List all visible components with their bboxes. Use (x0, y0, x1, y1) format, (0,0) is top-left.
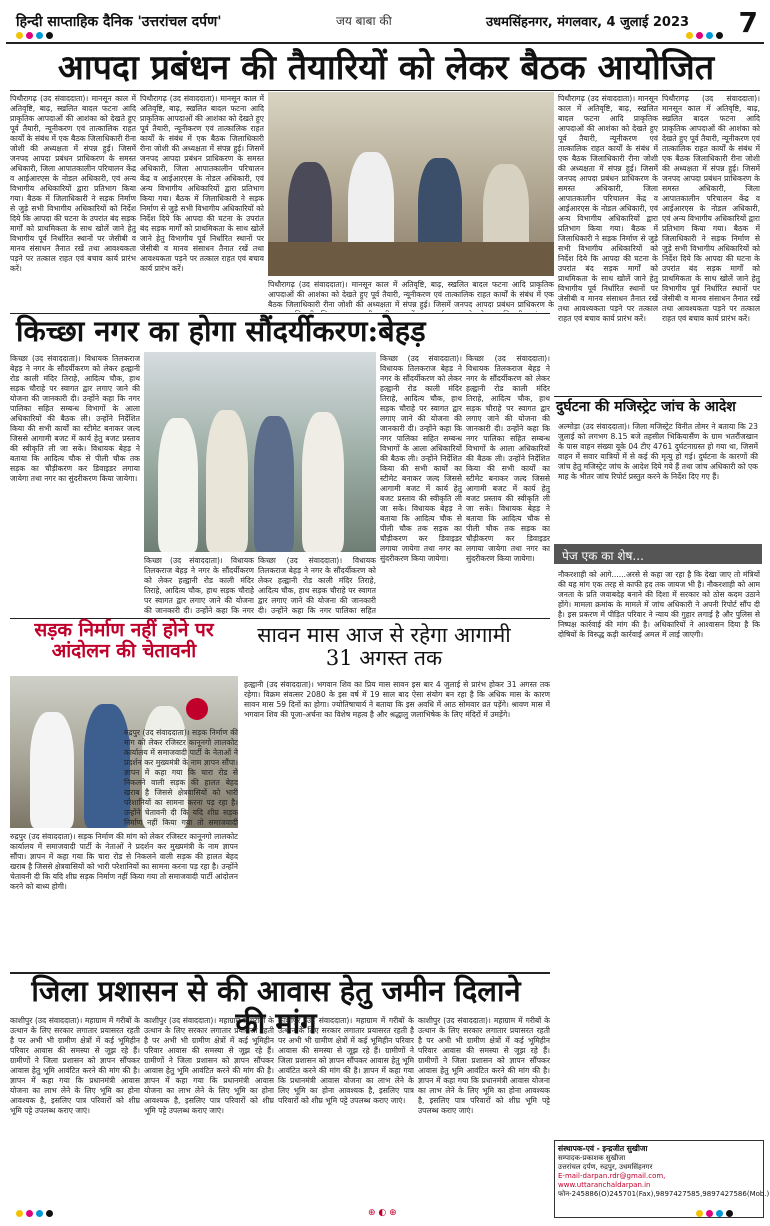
imprint-address: उत्तरांचल दर्पण, रुद्रपुर, उधमसिंहनगर (558, 1162, 653, 1171)
story-1-body-lower: पिथौरागढ़ (उद संवाददाता)। मानसून काल में अतिवृष्टि, बाढ़, स्खलित बादल फटना आदि प्राकृतिक आपदाओं की आशंका को देखते हुए पूर्व तैयारी, न्यूनीकरण एवं तात्कालिक राहत कार्यों के संबंध में एक बैठक जिलाधिकारी रीना जोशी की अध्यक्षता में संपन्न हुई। जिसमें जनपद आपदा प्रबंधन प्राधिकरण के (268, 280, 554, 310)
paper-title: हिन्दी साप्ताहिक दैनिक 'उत्तरांचल दर्पण' (16, 14, 222, 30)
story-4-body: हल्द्वानी (उद संवाददाता)। भगवान शिव का प्रिय मास सावन इस बार 4 जुलाई से प्रारंभ होकर 31 अगस्त तक रहेगा। विक्रम संवत्सर 2080 के इस वर्ष में 19 साल बाद ऐसा संयोग बन रहा है कि अधिक मास के कारण सावन मास 59 दिनों का होगा। ज्योतिषाचार्य ने बताया कि इस अवधि में आठ सोमवार व्रत पड़ेंगे। श्रावण मास में भगवान शिव की पूजा-अर्चना का विशेष महत्व है और श्रद्धालु जलाभिषेक के लिए मंदिरों में उमड़ेंगे। (244, 680, 550, 720)
registration-dots-bottom-right (696, 1210, 733, 1217)
story-3-body-side: रुद्रपुर (उद संवाददाता)। सड़क निर्माण की मांग को लेकर रजिस्टर कानूनगो लालकोट कार्यालय में समाजवादी पार्टी के नेताओं ने प्रदर्शन कर मुख्यमंत्री के नाम ज्ञापन सौंपा। ज्ञापन में कहा गया कि चारा रोड से निकलने वाली सड़क की हालत बेहद खराब है जिससे क्षेत्रवासियों को भारी परेशानियों का सामना करना पड़ रहा है। उन्होंने चेतावनी दी कि यदि शीघ्र सड़क निर्माण नहीं किया गया तो समाजवादी (124, 728, 238, 828)
story-4-headline: सावन मास आज से रहेगा आगामी 31 अगस्त तक (257, 623, 511, 671)
story-1-body-right: पिथौरागढ़ (उद संवाददाता)। मानसून काल में अतिवृष्टि, बाढ़, स्खलित बादल फटना आदि प्राकृतिक आपदाओं की आशंका को देखते हुए पूर्व तैयारी, न्यूनीकरण एवं तात्कालिक राहत कार्यों के संबंध में एक बैठक जिलाधिकारी रीना जोशी की अध्यक्षता में संपन्न हुई। जिसमें जनपद आपदा प्रबंधन प्राधिकरण के समस्त अधिकारी, जिला आपातकालीन परिचालन केंद्र व आईआरएस के नोडल अधिकारी, एवं अन्य विभागीय अधिकारियों द्वारा प्रतिभाग किया गया। बैठक में जिलाधिकारी ने सड़क निर्माण से जुड़े सभी विभागीय अधिकारियों को निर्देश दिये कि आपदा की घटना के उपरांत बंद सड़क मार्गों को प्राथमिकता के साथ खोलें जाने हेतु विभागीय पूर्व निर्धारित स्थानों पर जेसीबी व मानव संसाधन तैनात रखें तथा आवश्यकता पड़ने पर तत्काल राहत एवं बचाव कार्य प्रारंभ करें। (558, 94, 658, 324)
story-1-body-right-2: पिथौरागढ़ (उद संवाददाता)। मानसून काल में अतिवृष्टि, बाढ़, स्खलित बादल फटना आदि प्राकृतिक आपदाओं की आशंका को देखते हुए पूर्व तैयारी, न्यूनीकरण एवं तात्कालिक राहत कार्यों के संबंध में एक बैठक जिलाधिकारी रीना जोशी की अध्यक्षता में संपन्न हुई। जिसमें जनपद आपदा प्रबंधन प्राधिकरण के समस्त अधिकारी, जिला आपातकालीन परिचालन केंद्र व आईआरएस के नोडल अधिकारी, एवं अन्य विभागीय अधिकारियों द्वारा प्रतिभाग किया गया। बैठक में जिलाधिकारी ने सड़क निर्माण से जुड़े सभी विभागीय अधिकारियों को निर्देश दिये कि आपदा की घटना के उपरांत बंद सड़क मार्गों को प्राथमिकता के साथ खोलें जाने हेतु विभागीय पूर्व निर्धारित स्थानों पर जेसीबी व मानव संसाधन तैनात रखें तथा आवश्यकता पड़ने पर तत्काल राहत एवं बचाव कार्य प्रारंभ करें। (662, 94, 760, 324)
page-number: 7 (738, 6, 758, 39)
registration-mark-icon: ⊕ ◐ ⊕ (368, 1208, 397, 1218)
story-2-body-col3: किच्छा (उद संवाददाता)। विधायक तिलकराज बेहड़ ने नगर के सौंदर्यीकरण को लेकर हल्द्वानी रोड काली मंदिर तिराहे, आदित्य चौक, हाथ सड़क चौराहे पर स्वागत द्वार लगाए जाने की योजना की जानकारी दी। उन्होंने कहा कि नगर पालिका सहित सम्बन्ध विभागों के आला अधिकारियों की बैठक ली। उन्होंने निर्देशित किया की सभी कार्यों का स्टीमेट बनाकर जल्द जिससे आगामी बजट में कार्य हेतु बजट प्रस्ताव की स्वीकृति ली जा सके। विधायक बेहड़ ने बताया कि आदित्य चौक से पीली चौक तक सड़क का चौड़ीकरण कर डिवाइडर लगाया जायेगा तथा नगर का सुंदरीकरण किया जायेगा। (380, 354, 462, 564)
story-7-body-col4: काशीपुर (उद संवाददाता)। महाग्राम में गरीबों के उत्थान के लिए सरकार लगातार प्रयासरत रहती है पर अभी भी ग्रामीण क्षेत्रों में कई भूमिहीन परिवार आवास की समस्या से जूझ रहे हैं। ग्रामीणों ने जिला प्रशासन को ज्ञापन सौंपकर आवास हेतु भूमि आवंटित करने की मांग की है। ज्ञापन में कहा गया कि प्रधानमंत्री आवास योजना का लाभ लेने के लिए भूमि का होना आवश्यक है, इसलिए पात्र परिवारों को शीघ्र भूमि पट्टे उपलब्ध कराए जाएं। (418, 1016, 550, 1116)
date-place: उधमसिंहनगर, मंगलवार, 4 जुलाई 2023 (486, 15, 690, 30)
divider (554, 396, 762, 397)
story-3-headline: सड़क निर्माण नहीं होने पर आंदोलन की चेतावनी (34, 619, 214, 662)
story-3-body: रुद्रपुर (उद संवाददाता)। सड़क निर्माण की मांग को लेकर रजिस्टर कानूनगो लालकोट कार्यालय में समाजवादी पार्टी के नेताओं ने प्रदर्शन कर मुख्यमंत्री के नाम ज्ञापन सौंपा। ज्ञापन में कहा गया कि चारा रोड से निकलने वाली सड़क की हालत बेहद खराब है जिससे क्षेत्रवासियों को भारी परेशानियों का सामना करना पड़ रहा है। उन्होंने चेतावनी दी कि यदि शीघ्र सड़क निर्माण नहीं किया गया तो समाजवादी पार्टी आंदोलन करने को बाध्य होगी। (10, 832, 238, 892)
story-7-body-col3: काशीपुर (उद संवाददाता)। महाग्राम में गरीबों के उत्थान के लिए सरकार लगातार प्रयासरत रहती है पर अभी भी ग्रामीण क्षेत्रों में कई भूमिहीन परिवार आवास की समस्या से जूझ रहे हैं। ग्रामीणों ने जिला प्रशासन को ज्ञापन सौंपकर आवास हेतु भूमि आवंटित करने की मांग की है। ज्ञापन में कहा गया कि प्रधानमंत्री आवास योजना का लाभ लेने के लिए भूमि का होना आवश्यक है, इसलिए पात्र परिवारों को शीघ्र भूमि पट्टे उपलब्ध कराए जाएं। (278, 1016, 414, 1106)
continued-section-label: पेज एक का शेष... (554, 544, 762, 564)
story-5-headline: दुर्घटना की मजिस्ट्रेट जांच के आदेश (556, 399, 736, 415)
registration-dots-bottom-left (16, 1210, 53, 1217)
story-7-headline: जिला प्रशासन से की आवास हेतु जमीन दिलाने की मांग (31, 974, 521, 1040)
slogan: जय बाबा की (336, 14, 392, 28)
continued-section-body: नौकरशाही को आगे......अरसे से कहा जा रहा है कि देखा जाए तो मंत्रियों की यह मांग एक तरह से काफी हद तक जायज भी है। नौकरशाही को आम जनता के प्रति जवाबदेह बनाने की दिशा में सरकार को ठोस कदम उठाने होंगे। मामला क्रमांक के मामले में जांच अधिकारी ने अपनी रिपोर्ट सौंप दी है। इस प्रकरण में पीड़ित परिवार ने न्याय की गुहार लगाई है और पुलिस से निष्पक्ष कार्रवाई की मांग की है। अधिकारियों ने आश्वासन दिया है कि दोषियों के विरुद्ध कड़ी कार्रवाई अमल में लाई जाएगी। (558, 570, 760, 640)
divider (10, 90, 760, 91)
imprint-email: E-mail-darpan.rdr@gmail.com, www.uttaranchaldarpan.in (558, 1171, 666, 1190)
story-1-body-continued: पिथौरागढ़ (उद संवाददाता)। मानसून काल में अतिवृष्टि, बाढ़, स्खलित बादल फटना आदि प्राकृतिक आपदाओं की आशंका को देखते हुए पूर्व तैयारी, न्यूनीकरण एवं तात्कालिक राहत कार्यों के संबंध में एक बैठक जिलाधिकारी रीना जोशी की अध्यक्षता में संपन्न हुई। जिसमें जनपद आपदा प्रबंधन प्राधिकरण के समस्त अधिकारी, जिला आपातकालीन परिचालन केंद्र व आईआरएस के नोडल अधिकारी, एवं अन्य विभागीय अधिकारियों द्वारा प्रतिभाग किया गया। बैठक में जिलाधिकारी ने सड़क निर्माण से जुड़े सभी विभागीय अधिकारियों को निर्देश दिये कि आपदा की घटना के उपरांत बंद सड़क मार्गों को प्राथमिकता के साथ खोलें जाने हेतु विभागीय पूर्व निर्धारित स्थानों पर जेसीबी व मानव संसाधन तैनात रखें तथा आवश्यकता पड़ने पर तत्काल राहत एवं बचाव कार्य प्रारंभ करें। (140, 94, 264, 274)
story-7-body-col2: काशीपुर (उद संवाददाता)। महाग्राम में गरीबों के उत्थान के लिए सरकार लगातार प्रयासरत रहती है पर अभी भी ग्रामीण क्षेत्रों में कई भूमिहीन परिवार आवास की समस्या से जूझ रहे हैं। ग्रामीणों ने जिला प्रशासन को ज्ञापन सौंपकर आवास हेतु भूमि आवंटित करने की मांग की है। ज्ञापन में कहा गया कि प्रधानमंत्री आवास योजना का लाभ लेने के लिए भूमि का होना आवश्यक है, इसलिए पात्र परिवारों को शीघ्र भूमि पट्टे उपलब्ध कराए जाएं। (144, 1016, 274, 1116)
story-2-body: किच्छा (उद संवाददाता)। विधायक तिलकराज बेहड़ ने नगर के सौंदर्यीकरण को लेकर हल्द्वानी रोड काली मंदिर तिराहे, आदित्य चौक, हाथ सड़क चौराहे पर स्वागत द्वार लगाए जाने की योजना की जानकारी दी। उन्होंने कहा कि नगर पालिका सहित सम्बन्ध विभागों के आला अधिकारियों की बैठक ली। उन्होंने निर्देशित किया की सभी कार्यों का स्टीमेट बनाकर जल्द जिससे आगामी बजट में कार्य हेतु बजट प्रस्ताव की स्वीकृति ली जा सके। विधायक बेहड़ ने बताया कि आदित्य चौक से पीली चौक तक सड़क का चौड़ीकरण कर डिवाइडर लगाया जायेगा तथा नगर का सुंदरीकरण किया जायेगा। (10, 354, 140, 484)
registration-dots-left (16, 32, 53, 40)
story-2-body-lower-right: किच्छा (उद संवाददाता)। विधायक तिलकराज बेहड़ ने नगर के सौंदर्यीकरण को लेकर हल्द्वानी रोड काली मंदिर तिराहे, आदित्य चौक, हाथ सड़क चौराहे पर स्वागत द्वार लगाए जाने की योजना की जानकारी दी। उन्होंने कहा कि नगर पालिका सहित (258, 556, 376, 616)
kichha-photo (144, 352, 376, 552)
imprint-editor: सम्पादक-प्रकाशक सुखीजा (558, 1153, 626, 1162)
story-7-body: काशीपुर (उद संवाददाता)। महाग्राम में गरीबों के उत्थान के लिए सरकार लगातार प्रयासरत रहती है पर अभी भी ग्रामीण क्षेत्रों में कई भूमिहीन परिवार आवास की समस्या से जूझ रहे हैं। ग्रामीणों ने जिला प्रशासन को ज्ञापन सौंपकर आवास हेतु भूमि आवंटित करने की मांग की है। ज्ञापन में कहा गया कि प्रधानमंत्री आवास योजना का लाभ लेने के लिए भूमि का होना आवश्यक है, इसलिए पात्र परिवारों को शीघ्र भूमि पट्टे उपलब्ध कराए जाएं। (10, 1016, 140, 1116)
story-2-headline: किच्छा नगर का होगा सौंदर्यीकरण:बेहड़ (16, 314, 426, 348)
story-1-body: पिथौरागढ़ (उद संवाददाता)। मानसून काल में अतिवृष्टि, बाढ़, स्खलित बादल फटना आदि प्राकृतिक आपदाओं की आशंका को देखते हुए पूर्व तैयारी, न्यूनीकरण एवं तात्कालिक राहत कार्यों के संबंध में एक बैठक जिलाधिकारी रीना जोशी की अध्यक्षता में संपन्न हुई। जिसमें जनपद आपदा प्रबंधन प्राधिकरण के समस्त अधिकारी, जिला आपातकालीन परिचालन केंद्र व आईआरएस के नोडल अधिकारी, एवं अन्य विभागीय अधिकारियों द्वारा प्रतिभाग किया गया। बैठक में जिलाधिकारी ने सड़क निर्माण से जुड़े सभी विभागीय अधिकारियों को निर्देश दिये कि आपदा की घटना के उपरांत बंद सड़क मार्गों को प्राथमिकता के साथ खोलें जाने हेतु विभागीय पूर्व निर्धारित स्थानों पर जेसीबी व मानव संसाधन तैनात रखें तथा आवश्यकता पड़ने पर तत्काल राहत एवं बचाव कार्य प्रारंभ करें। (10, 94, 136, 274)
story-5-body: अल्मोड़ा (उद संवाददाता)। जिला मजिस्ट्रेट विनीत तोमर ने बताया कि 23 जुलाई को लगभग 8.15 बजे तहसील भिकियासैंण के ग्राम भतरौंजखान के पास वाहन संख्या यूके 04 टीए 4761 दुर्घटनाग्रस्त हो गया था, जिसमें वाहन में सवार यात्रियों में से कई की मृत्यु हो गई। दुर्घटना के कारणों की जांच हेतु मजिस्ट्रेट जांच के आदेश दिये गये हैं तथा जांच अधिकारी को एक माह के भीतर जांच रिपोर्ट प्रस्तुत करने के निर्देश दिए गए हैं। (558, 422, 758, 482)
imprint-founder: संस्थापक-एवं - इन्द्रजीत सुखीजा (558, 1144, 648, 1153)
registration-dots-right (686, 32, 723, 40)
imprint-box (554, 1140, 770, 1218)
meeting-photo (268, 92, 554, 276)
story-2-body-col4: किच्छा (उद संवाददाता)। विधायक तिलकराज बेहड़ ने नगर के सौंदर्यीकरण को लेकर हल्द्वानी रोड काली मंदिर तिराहे, आदित्य चौक, हाथ सड़क चौराहे पर स्वागत द्वार लगाए जाने की योजना की जानकारी दी। उन्होंने कहा कि नगर पालिका सहित सम्बन्ध विभागों के आला अधिकारियों की बैठक ली। उन्होंने निर्देशित किया की सभी कार्यों का स्टीमेट बनाकर जल्द जिससे आगामी बजट में कार्य हेतु बजट प्रस्ताव की स्वीकृति ली जा सके। विधायक बेहड़ ने बताया कि आदित्य चौक से पीली चौक तक सड़क का चौड़ीकरण कर डिवाइडर लगाया जायेगा तथा नगर का सुंदरीकरण किया जायेगा। (466, 354, 550, 564)
newspaper-page (6, 4, 770, 1222)
masthead (6, 4, 764, 44)
story-2-body-lower-left: किच्छा (उद संवाददाता)। विधायक तिलकराज बेहड़ ने नगर के सौंदर्यीकरण को लेकर हल्द्वानी रोड काली मंदिर तिराहे, आदित्य चौक, हाथ सड़क चौराहे पर स्वागत द्वार लगाए जाने की योजना की जानकारी दी। उन्होंने कहा कि नगर (144, 556, 254, 616)
story-1-headline: आपदा प्रबंधन की तैयारियों को लेकर बैठक आयोजित (57, 48, 715, 88)
imprint-phone: फोन-245886(O)245701(Fax),9897427585,9897427586(Mob.) (558, 1190, 770, 1199)
